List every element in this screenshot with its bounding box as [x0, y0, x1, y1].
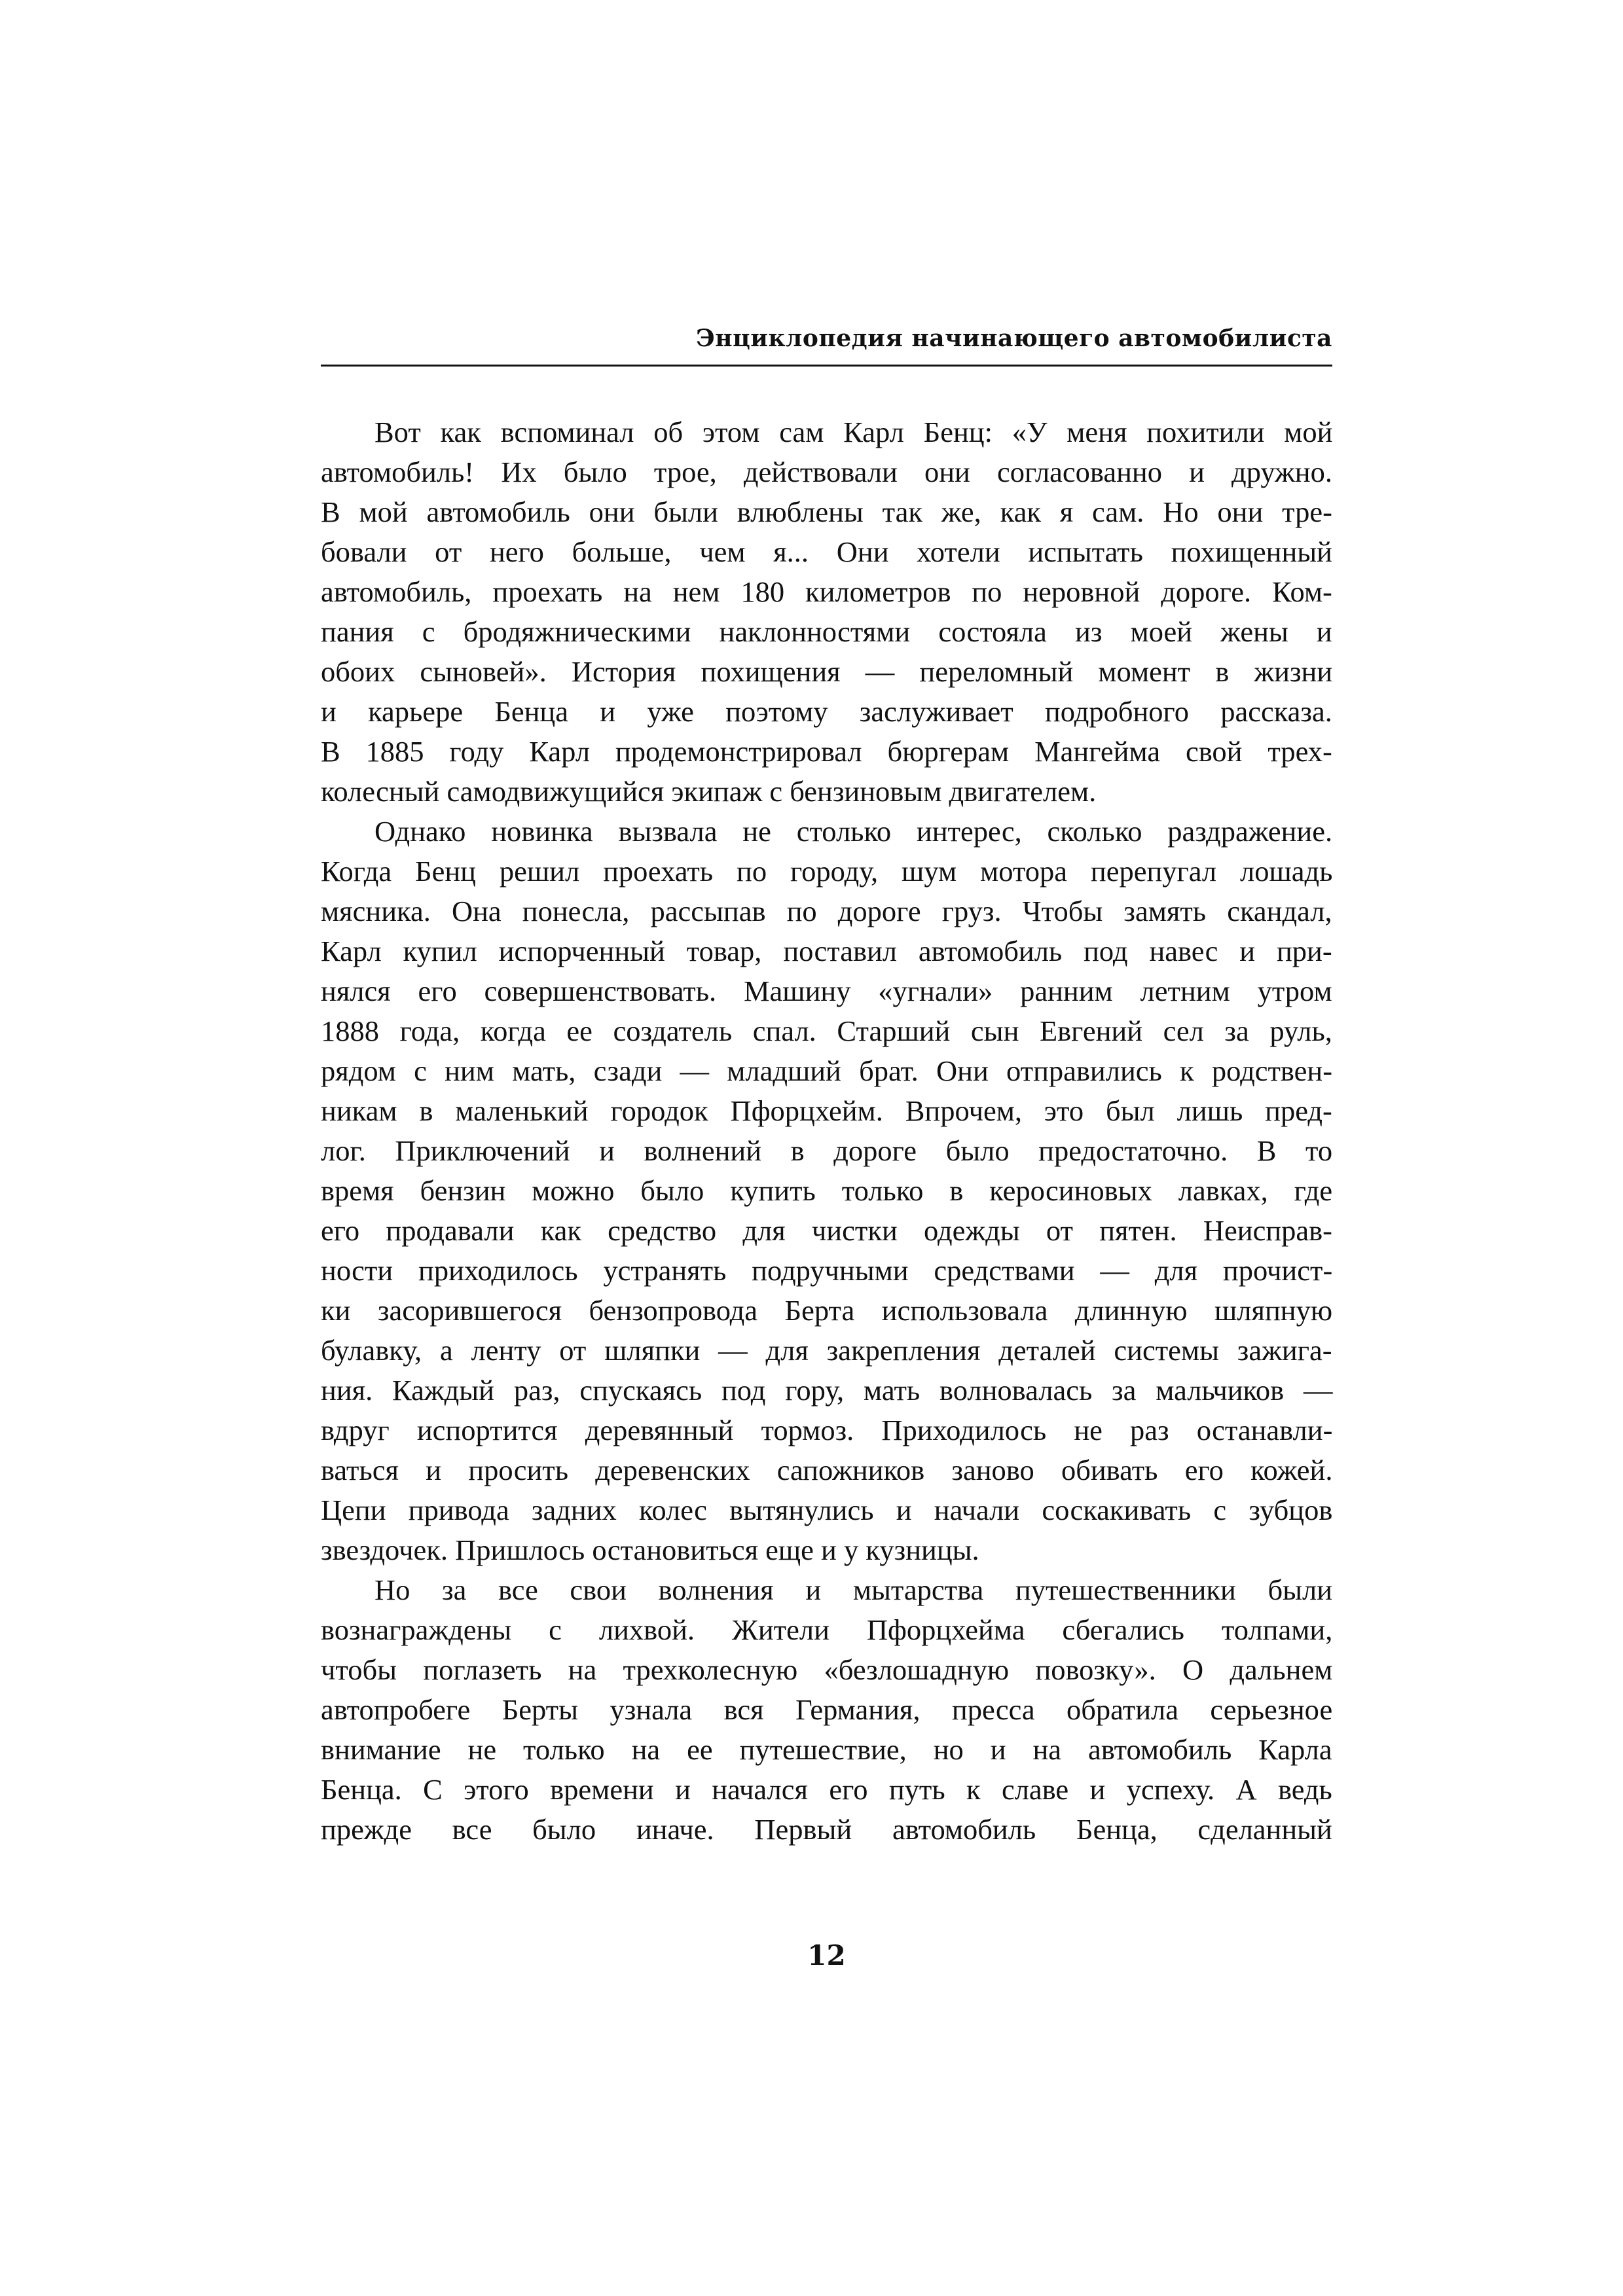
text-line: Однако новинка вызвала не столько интерес, сколько раздражение. [374, 815, 1333, 848]
text-line: Но за все свои волнения и мытарства путешественники были [374, 1573, 1333, 1606]
text-line: мясника. Она понесла, рассыпав по дороге груз. Чтобы замять скандал, [321, 895, 1332, 927]
text-line: прежде все было иначе. Первый автомобиль Бенца, сделанный [321, 1813, 1332, 1846]
text-line: обоих сыновей». История похищения — переломный момент в жизни [321, 655, 1333, 688]
paragraph-1 [321, 412, 1332, 812]
text-line: звездочек. Пришлось остановиться еще и у кузницы. [321, 1534, 979, 1566]
text-line: вознаграждены с лихвой. Жители Пфорцхейма сбегались толпами, [321, 1613, 1333, 1646]
paragraph-3 [321, 1570, 1332, 1850]
text-line: время бензин можно было купить только в керосиновых лавках, где [321, 1174, 1333, 1207]
running-header-title: Энциклопедия начинающего автомобилиста [696, 325, 1332, 352]
text-line: колесный самодвижущийся экипаж с бензиновым двигателем. [321, 775, 1097, 808]
text-line: бовали от него больше, чем я... Они хотели испытать похищенный [321, 535, 1332, 568]
text-line: Бенца. С этого времени и начался его путь к славе и успеху. А ведь [321, 1773, 1332, 1806]
text-line: Когда Бенц решил проехать по городу, шум мотора перепугал лошадь [321, 855, 1333, 888]
text-line: автомобиль! Их было трое, действовали они согласованно и дружно. [321, 456, 1332, 488]
text-line: внимание не только на ее путешествие, но и на автомобиль Карла [321, 1733, 1332, 1766]
text-line: Карл купил испорченный товар, поставил автомобиль под навес и при- [321, 935, 1332, 967]
text-line: ваться и просить деревенских сапожников заново обивать его кожей. [321, 1454, 1333, 1486]
text-line: В мой автомобиль они были влюблены так же, как я сам. Но они тре- [321, 495, 1332, 528]
text-line: ности приходилось устранять подручными средствами — для прочист- [321, 1254, 1333, 1287]
text-line: автомобиль, проехать на нем 180 километров по неровной дороге. Ком- [321, 575, 1332, 608]
text-line: В 1885 году Карл продемонстрировал бюргерам Мангейма свой трех- [321, 735, 1332, 768]
text-line: рядом с ним мать, сзади — младший брат. Они отправились к родствен- [321, 1054, 1333, 1087]
text-line: 1888 года, когда ее создатель спал. Старший сын Евгений сел за руль, [321, 1014, 1332, 1047]
text-line: пания с бродяжническими наклонностями состояла из моей жены и [321, 615, 1332, 648]
text-line: чтобы поглазеть на трехколесную «безлошадную повозку». О дальнем [321, 1653, 1333, 1686]
text-line: нялся его совершенствовать. Машину «угнали» ранним летним утром [321, 975, 1332, 1007]
header-rule [321, 365, 1332, 367]
text-line: лог. Приключений и волнений в дороге было предостаточно. В то [321, 1134, 1333, 1167]
text-line: Цепи привода задних колес вытянулись и начали соскакивать с зубцов [321, 1494, 1333, 1526]
page-number: 12 [807, 1939, 846, 1971]
text-line: вдруг испортится деревянный тормоз. Приходилось не раз останавли- [321, 1414, 1333, 1446]
text-line: его продавали как средство для чистки одежды от пятен. Неисправ- [321, 1214, 1332, 1247]
text-line: ки засорившегося бензопровода Берта использовала длинную шляпную [321, 1294, 1333, 1327]
text-line: булавку, а ленту от шляпки — для закрепления деталей системы зажига- [321, 1334, 1332, 1367]
text-line: и карьере Бенца и уже поэтому заслуживает подробного рассказа. [321, 695, 1332, 728]
text-line: ния. Каждый раз, спускаясь под гору, мать волновалась за мальчиков — [321, 1374, 1333, 1407]
text-line: Вот как вспоминал об этом сам Карл Бенц: «У меня похитили мой [374, 416, 1333, 448]
paragraph-2 [321, 812, 1332, 1570]
text-line: автопробеге Берты узнала вся Германия, пресса обратила серьезное [321, 1693, 1333, 1726]
body-text [321, 412, 1332, 1850]
text-line: никам в маленький городок Пфорцхейм. Впрочем, это был лишь пред- [321, 1094, 1332, 1127]
